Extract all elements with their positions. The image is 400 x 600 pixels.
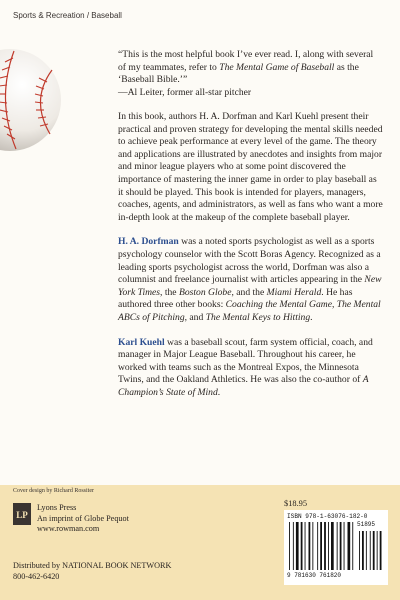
bio-text: , the bbox=[160, 286, 179, 298]
barcode-addon-bar bbox=[359, 531, 360, 570]
quote-book-title: The Mental Game of Baseball bbox=[219, 61, 335, 73]
barcode-bar bbox=[301, 522, 303, 570]
isbn-barcode bbox=[284, 510, 388, 585]
publication-title: Miami Herald bbox=[266, 286, 322, 298]
barcode-bar bbox=[293, 522, 294, 570]
author-name-kuehl: Karl Kuehl bbox=[118, 336, 165, 348]
book-title: Coaching the Mental Game, The Mental ABCs of Pitching bbox=[118, 299, 381, 323]
logo-letters: LP bbox=[16, 510, 28, 520]
publisher-info bbox=[37, 503, 129, 535]
barcode-digits: 9 781630 761820 bbox=[287, 572, 342, 579]
distributor-info bbox=[13, 561, 171, 582]
author-name-dorfman: H. A. Dorfman bbox=[118, 236, 179, 248]
book-title: The Mental Keys to Hitting bbox=[205, 311, 311, 323]
category-label: Sports & Recreation / Baseball bbox=[13, 11, 122, 20]
barcode-bar bbox=[337, 522, 338, 570]
quote-text-start: “This is the most helpful book I’ve ever read. I, along with several of my teammates, refer to bbox=[118, 49, 374, 73]
barcode-bar bbox=[352, 522, 353, 570]
quote-text-end: as the ‘Baseball Bible.’” bbox=[118, 61, 359, 86]
endorsement-quote bbox=[118, 49, 380, 99]
bio-text: . bbox=[310, 311, 313, 323]
barcode-bars bbox=[287, 522, 385, 572]
bio-text: . He has authored three other books: bbox=[118, 286, 353, 311]
publisher-imprint: An imprint of Globe Pequot bbox=[37, 513, 129, 523]
barcode-bar bbox=[317, 522, 318, 570]
book-description: In this book, authors H. A. Dorfman and Karl Kuehl present their practical and proven strategy for developing the mental skills needed to achieve peak performance at every level of the game. The theory and applications are illustrated by anecdotes and insights from major and minor league players who at some point discovered the importance of mastering the inner game in order to play baseball as it should be played. This book is intended for players, managers, coaches, agents, and administrators, as well as fans who want a more in-depth look at the makeup of the complete baseball player. bbox=[118, 111, 383, 223]
barcode-bar bbox=[340, 522, 342, 570]
publisher-name: Lyons Press bbox=[37, 503, 77, 512]
barcode-bar bbox=[305, 522, 306, 570]
barcode-bar bbox=[328, 522, 329, 570]
lp-logo bbox=[13, 503, 31, 525]
bio-text: was a baseball scout, farm system official, coach, and manager in Major League Baseball. Throughout his career, he worked with teams such as the Montreal Expos, the Minnesota Twins, and the Oakland Athletics. He was also the co-author of bbox=[118, 336, 373, 386]
bio-text: . bbox=[217, 386, 221, 398]
quote-attribution: —Al Leiter, former all-star pitcher bbox=[118, 86, 252, 98]
barcode-addon-bar bbox=[373, 531, 375, 570]
price-label: $18.95 bbox=[284, 499, 308, 508]
barcode-bar bbox=[312, 522, 313, 570]
barcode-bar bbox=[344, 522, 345, 570]
barcode-bar bbox=[309, 522, 311, 570]
publication-title: New York Times bbox=[118, 274, 382, 298]
barcode-bar bbox=[289, 522, 290, 570]
publication-title: Boston Globe bbox=[178, 286, 232, 298]
barcode-addon-bar bbox=[380, 531, 382, 570]
barcode-addon-number: 51895 bbox=[357, 521, 376, 528]
barcode-addon-bar bbox=[362, 531, 364, 570]
back-cover-copy bbox=[118, 111, 384, 411]
bio-text: , and the bbox=[231, 286, 267, 298]
bio-text: was a noted sports psychologist as well as a sports psychology counselor with the Scott Boras Agency. Recognized as a leading sports psychologist across the world, Dorfman was also a columnist and freelance journalist with articles appearing in the bbox=[118, 236, 381, 286]
barcode-bar bbox=[324, 522, 326, 570]
barcode-bar bbox=[331, 522, 334, 570]
barcode-bar bbox=[320, 522, 322, 570]
barcode-bar bbox=[296, 522, 299, 570]
cover-design-credit: Cover design by Richard Rossiter bbox=[13, 488, 94, 494]
barcode-bar bbox=[348, 522, 351, 570]
bio-text: , and bbox=[184, 311, 206, 323]
barcode-addon-bar bbox=[366, 531, 367, 570]
isbn-label: ISBN 978-1-63076-182-0 bbox=[287, 513, 368, 520]
book-title: A Champion’s State of Mind bbox=[118, 374, 369, 398]
distributor-phone: 800-462-6420 bbox=[13, 571, 60, 581]
publisher-website: www.rowman.com bbox=[37, 524, 100, 533]
author-bio-kuehl bbox=[118, 337, 384, 400]
barcode-addon-bar bbox=[377, 531, 378, 570]
distributor-name: Distributed by NATIONAL BOOK NETWORK bbox=[13, 561, 172, 570]
author-bio-dorfman bbox=[118, 236, 384, 324]
barcode-addon-bar bbox=[370, 531, 371, 570]
baseball-image bbox=[0, 48, 62, 152]
